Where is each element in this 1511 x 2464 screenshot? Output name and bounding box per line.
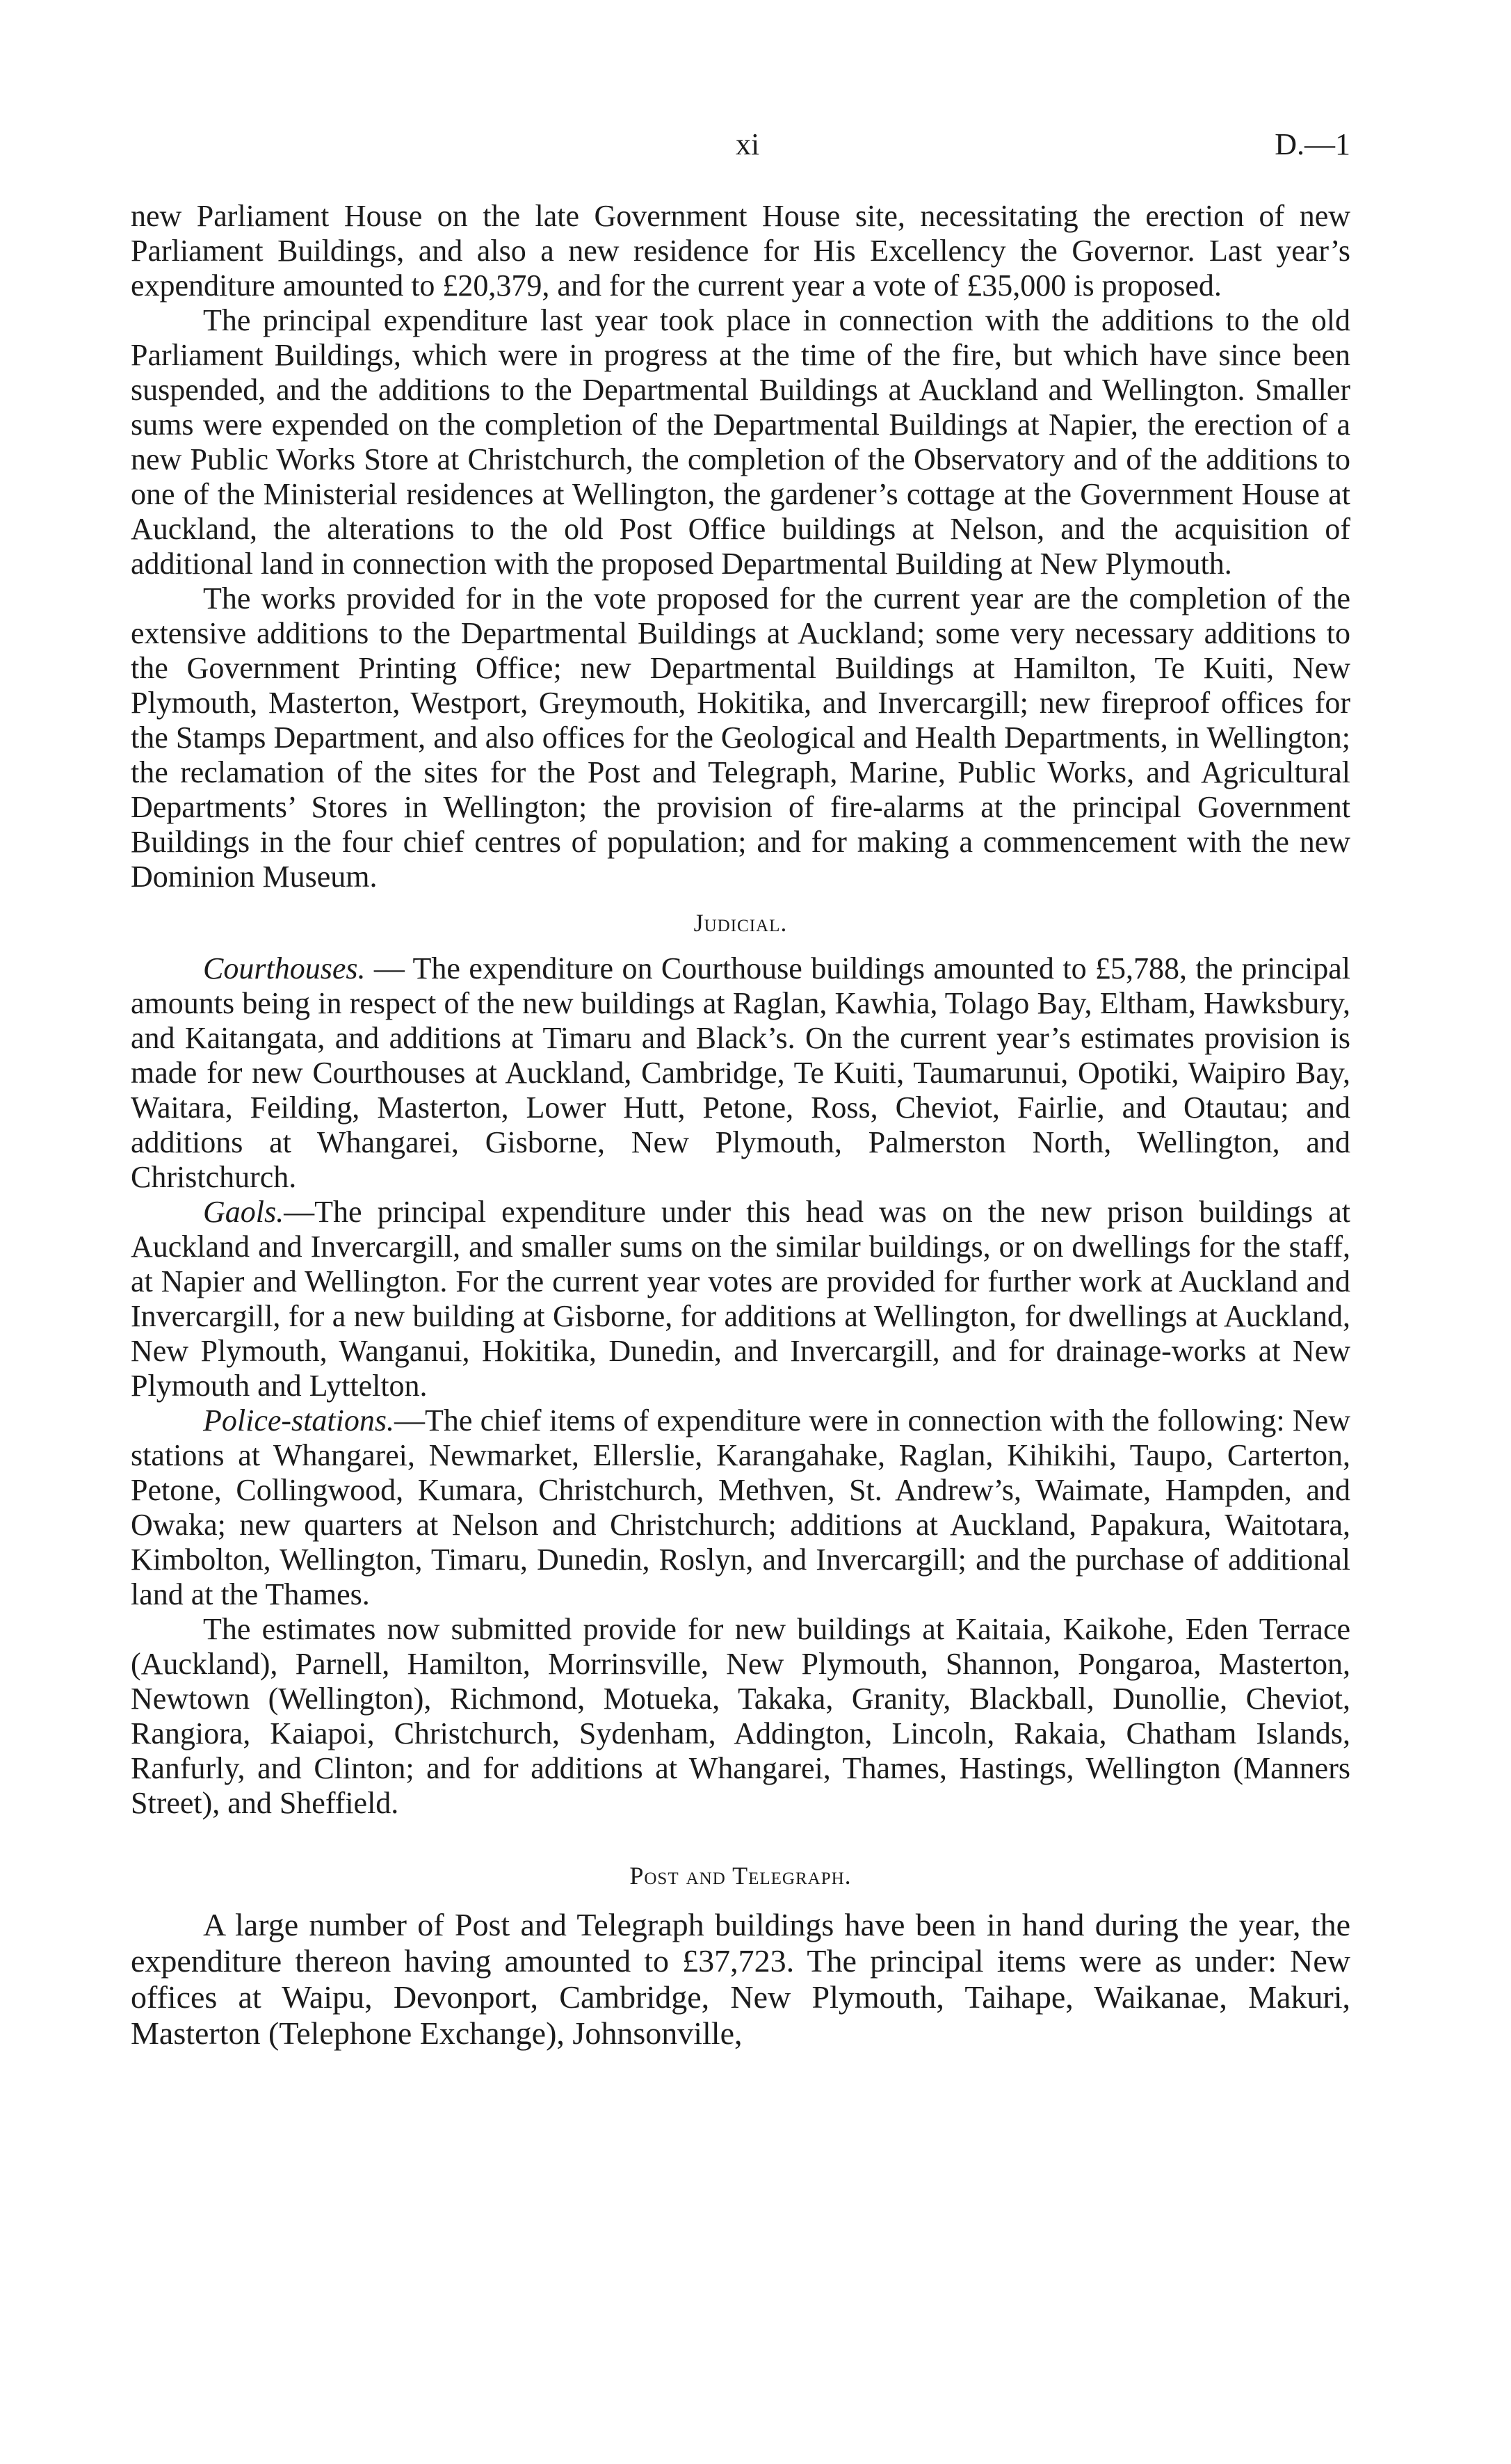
page-header <box>0 127 1511 168</box>
page-number: xi <box>736 127 760 161</box>
paragraph-police-stations <box>131 1403 1350 1612</box>
gaols-label: Gaols. <box>203 1195 284 1229</box>
body-text <box>131 199 1350 2052</box>
courthouses-text: — The expenditure on Courthouse buildings amounted to £5,788, the principal amounts being in respect of the new buildings at Raglan, Kawhia, Tolago Bay, Eltham, Hawksbury, and Kaitangata, and additions at Timaru and Black’s. On the current year’s estimates provision is made for new Courthouses at Auckland, Cambridge, Te Kuiti, Taumarunui, Opotiki, Waipiro Bay, Waitara, Feilding, Masterton, Lower Hutt, Petone, Ross, Cheviot, Fairlie, and Otautau; and additions at Whangarei, Gisborne, New Plymouth, Palmerston North, Wellington, and Christchurch. <box>131 951 1350 1194</box>
document-reference: D.—1 <box>1275 127 1350 161</box>
police-stations-text: —The chief items of expenditure were in connection with the following: New stations at Whangarei, Newmarket, Ellerslie, Karangahake, Raglan, Kihikihi, Taupo, Carterton, Petone, Collingwood, Kumara, Christchurch, Methven, St. Andrew’s, Waimate, Hampden, and Owaka; new quarters at Nelson and Christchurch; additions at Auckland, Papakura, Waitotara, Kimbolton, Wellington, Timaru, Dunedin, Roslyn, and Invercargill; and the purchase of additional land at the Thames. <box>131 1403 1350 1611</box>
paragraph-works-provided: The works provided for in the vote proposed for the current year are the completion of the extensive additions to the Departmental Buildings at Auckland; some very necessary additions to the Government Printing Office; new Departmental Buildings at Hamilton, Te Kuiti, New Plymouth, Masterton, Westport, Greymouth, Hokitika, and Invercargill; new fireproof offices for the Stamps Department, and also offices for the Geological and Health Departments, in Wellington; the reclamation of the sites for the Post and Telegraph, Marine, Public Works, and Agricultural Departments’ Stores in Wellington; the provision of fire-alarms at the principal Government Buildings in the four chief centres of population; and for making a commencement with the new Dominion Museum. <box>131 581 1350 894</box>
police-stations-label: Police-stations. <box>203 1403 394 1438</box>
gaols-text: —The principal expenditure under this head was on the new prison buildings at Auckland and Invercargill, and smaller sums on the similar buildings, or on dwellings for the staff, at Napier and Wellington. For the current year votes are provided for further work at Auckland and Invercargill, for a new building at Gisborne, for additions at Wellington, for dwellings at Auckland, New Plymouth, Wanganui, Hokitika, Dunedin, and Invercargill, and for drainage-works at New Plymouth and Lyttelton. <box>131 1195 1350 1403</box>
section-heading-judicial: Judicial. <box>693 909 788 937</box>
paragraph-courthouses <box>131 951 1350 1195</box>
paragraph-parliament-continued: new Parliament House on the late Government House site, necessitating the erection of new Parliament Buildings, and also a new residence for His Excellency the Governor. Last year’s expenditure amounted to £20,379, and for the current year a vote of £35,000 is proposed. <box>131 199 1350 303</box>
paragraph-gaols <box>131 1195 1350 1403</box>
section-heading-post-telegraph: Post and Telegraph. <box>629 1862 852 1890</box>
paragraph-post-telegraph: A large number of Post and Telegraph buildings have been in hand during the year, the expenditure thereon having amounted to £37,723. The principal items were as under: New offices at Waipu, Devonport, Cambridge, New Plymouth, Taihape, Waikanae, Makuri, Masterton (Telephone Exchange), Johnsonville, <box>131 1907 1350 2051</box>
paragraph-estimates: The estimates now submitted provide for new buildings at Kaitaia, Kaikohe, Eden Terrace (Auckland), Parnell, Hamilton, Morrinsville, New Plymouth, Shannon, Pongaroa, Masterton, Newtown (Wellington), Richmond, Motueka, Takaka, Granity, Blackball, Dunollie, Cheviot, Rangiora, Kaiapoi, Christchurch, Sydenham, Addington, Lincoln, Rakaia, Chatham Islands, Ranfurly, and Clinton; and for additions at Whangarei, Thames, Hastings, Wellington (Manners Street), and Sheffield. <box>131 1612 1350 1820</box>
paragraph-principal-expenditure: The principal expenditure last year took place in connection with the additions to the old Parliament Buildings, which were in progress at the time of the fire, but which have since been suspended, and the additions to the Departmental Buildings at Auckland and Wellington. Smaller sums were expended on the completion of the Departmental Buildings at Napier, the erection of a new Public Works Store at Christchurch, the completion of the Observatory and of the additions to one of the Ministerial residences at Wellington, the gardener’s cottage at the Government House at Auckland, the alterations to the old Post Office buildings at Nelson, and the acquisition of additional land in connection with the proposed Departmental Building at New Plymouth. <box>131 303 1350 581</box>
courthouses-label: Courthouses. <box>203 951 366 985</box>
